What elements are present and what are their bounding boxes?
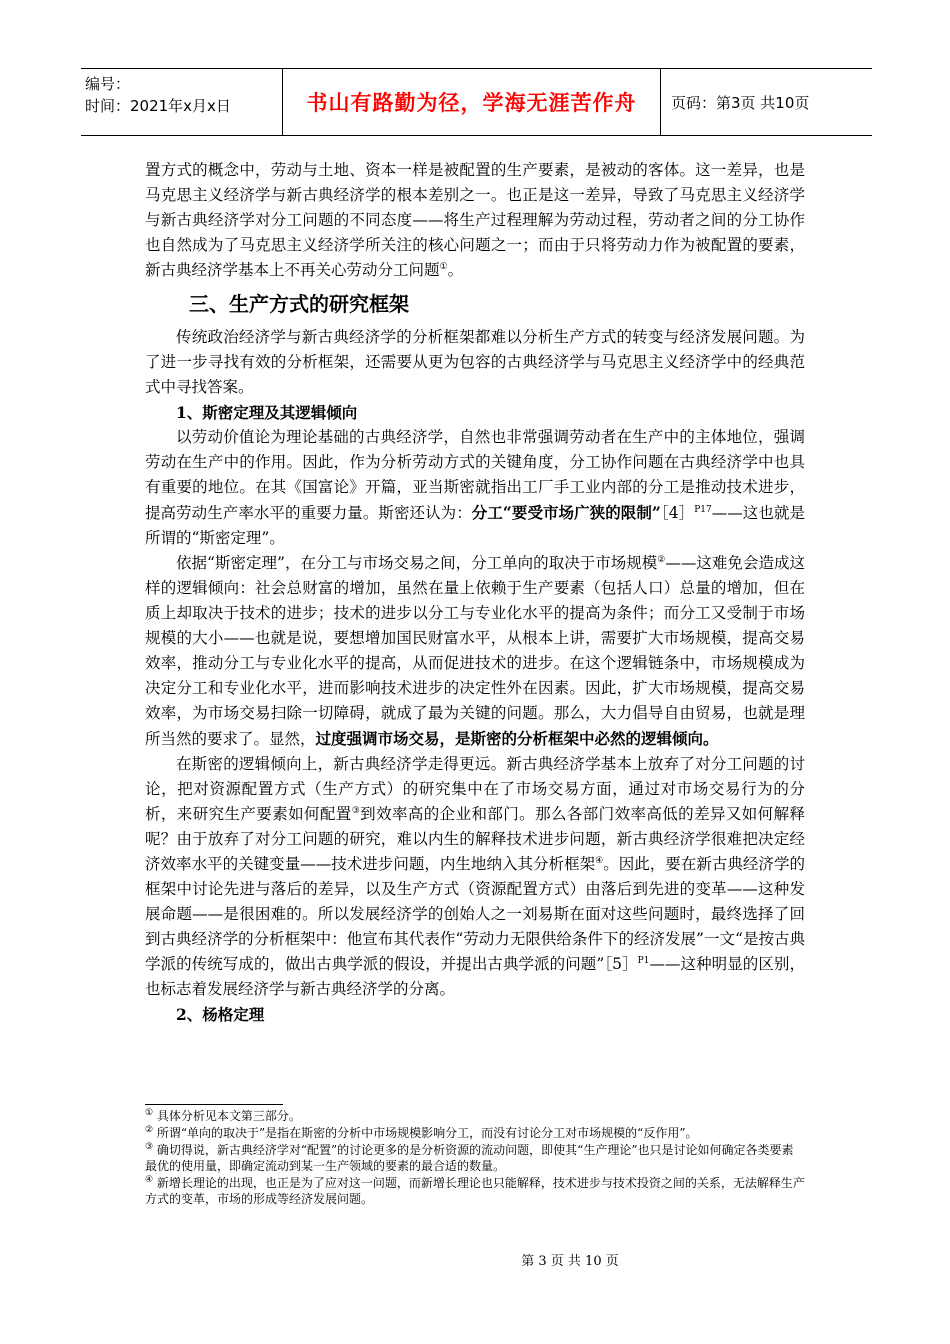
footnotes	[145, 1108, 805, 1208]
paragraph-framework: 传统政治经济学与新古典经济学的分析框架都难以分析生产方式的转变与经济发展问题。为了进一步寻找有效的分析框架，还需要从更为包容的古典经济学与马克思主义经济学中的经典范式中寻找答案。	[145, 328, 805, 396]
citation-ref-4: ［4］	[660, 504, 695, 522]
footnote-ref-3[interactable]: ③	[351, 805, 361, 816]
footnote-ref-1[interactable]: ①	[439, 261, 448, 272]
date-label: 时间：2021年x月x日	[85, 97, 231, 115]
page-header	[81, 68, 872, 136]
footnote-item: ③ 确切得说，新古典经济学对“配置”的讨论更多的是分析资源的流动问题，即使其“生产理论”也只是讨论如何确定各类要素最优的使用量，即确定流动到某一生产领域的要素的最合适的数量。	[145, 1142, 794, 1173]
header-motto: 书山有路勤为径，学海无涯苦作舟	[283, 69, 661, 135]
bold-quote-smith: 分工“要受市场广狭的限制”	[471, 503, 661, 522]
footnote-ref-2[interactable]: ②	[657, 554, 666, 565]
footnote-item: ② 所谓“单向的取决于”是指在斯密的分析中市场规模影响分工，而没有讨论分工对市场规模的“反作用”。	[145, 1125, 698, 1140]
paragraph-neoclassical: 在斯密的逻辑倾向上，新古典经济学走得更远。新古典经济学基本上放弃了对分工问题的讨论，把对资源配置方式（生产方式）的研究集中在了市场交易方面，通过对市场交易行为的分析，来研究生产要素如何配置③到效率高的企业和部门。那么各部门效率高低的差异又如何解释呢？由于放弃了对分工问题的研究，难以内生的解释技术进步问题，新古典经济学很难把决定经济效率水平的关键变量——技术进步问题，内生地纳入其分析框架④。因此，要在新古典经济学的框架中讨论先进与落后的差异，以及生产方式（资源配置方式）由落后到先进的变革——这种发展命题——是很困难的。所以发展经济学的创始人之一刘易斯在面对这些问题时，最终选择了回到古典经济学的分析框架中：他宣布其代表作“劳动力无限供给条件下的经济发展”一文“是按古典学派的传统写成的，做出古典学派的假设，并提出古典学派的问题”［5］$^{P1}$——这种明显的区别，也标志着发展经济学与新古典经济学的分离。	[145, 755, 805, 998]
footnote-ref-4[interactable]: ④	[595, 855, 604, 866]
paragraph-smith-logic: 依据“斯密定理”，在分工与市场交易之间，分工单向的取决于市场规模②——这难免会造成这样的逻辑倾向：社会总财富的增加，虽然在量上依赖于生产要素（包括人口）总量的增加，但在质上却取决于技术的进步；技术的进步以分工与专业化水平的提高为条件；而分工又受制于市场规模的大小——也就是说，要想增加国民财富水平，从根本上讲，需要扩大市场规模，提高交易效率，推动分工与专业化水平的提高，从而促进技术的进步。在这个逻辑链条中，市场规模成为决定分工和专业化水平，进而影响技术进步的决定性外在因素。因此，扩大市场规模，提高交易效率，为市场交易扫除一切障碍，就成了最为关键的问题。那么，大力倡导自由贸易，也就是理所当然的要求了。显然，过度强调市场交易，是斯密的分析框架中必然的逻辑倾向。	[145, 554, 805, 748]
page-footer: 第 3 页 共 10 页	[521, 1254, 619, 1269]
section-heading: 三、生产方式的研究框架	[189, 292, 409, 316]
header-left-cell	[81, 69, 283, 135]
footnote-item: ④ 新增长理论的出现，也正是为了应对这一问题，而新增长理论也只能解释，技术进步与技术投资之间的关系，无法解释生产方式的变革，市场的形成等经济发展问题。	[145, 1175, 805, 1206]
subsection-heading-smith: 1、斯密定理及其逻辑倾向	[176, 403, 358, 422]
paragraph-smith: 以劳动价值论为理论基础的古典经济学，自然也非常强调劳动者在生产中的主体地位，强调劳动在生产中的作用。因此，作为分析劳动方式的关键角度，分工协作问题在古典经济学中也具有重要的地位。在其《国富论》开篇，亚当斯密就指出工厂手工业内部的分工是推动技术进步，提高劳动生产率水平的重要力量。斯密还认为：分工“要受市场广狭的限制”［4］$^{P17}$——这也就是所谓的“斯密定理”。	[145, 428, 805, 547]
footnote-divider	[145, 1104, 283, 1105]
header-page-label: 页码：第3页 共10页	[671, 93, 810, 112]
footnote-item: ① 具体分析见本文第三部分。	[145, 1108, 301, 1123]
citation-ref-5: ［5］	[604, 955, 638, 973]
paragraph-intro: 置方式的概念中，劳动与土地、资本一样是被配置的生产要素，是被动的客体。这一差异，也是马克思主义经济学与新古典经济学的根本差别之一。也正是这一差异，导致了马克思主义经济学与新古典经济学对分工问题的不同态度——将生产过程理解为劳动过程，劳动者之间的分工协作也自然成为了马克思主义经济学所关注的核心问题之一；而由于只将劳动力作为被配置的要素，新古典经济学基本上不再关心劳动分工问题①。	[145, 161, 805, 279]
document-body	[145, 158, 805, 1027]
document-number-label: 编号：	[85, 75, 131, 93]
bold-conclusion: 过度强调市场交易，是斯密的分析框架中必然的逻辑倾向。	[315, 729, 719, 748]
subsection-heading-young: 2、杨格定理	[176, 1005, 265, 1024]
